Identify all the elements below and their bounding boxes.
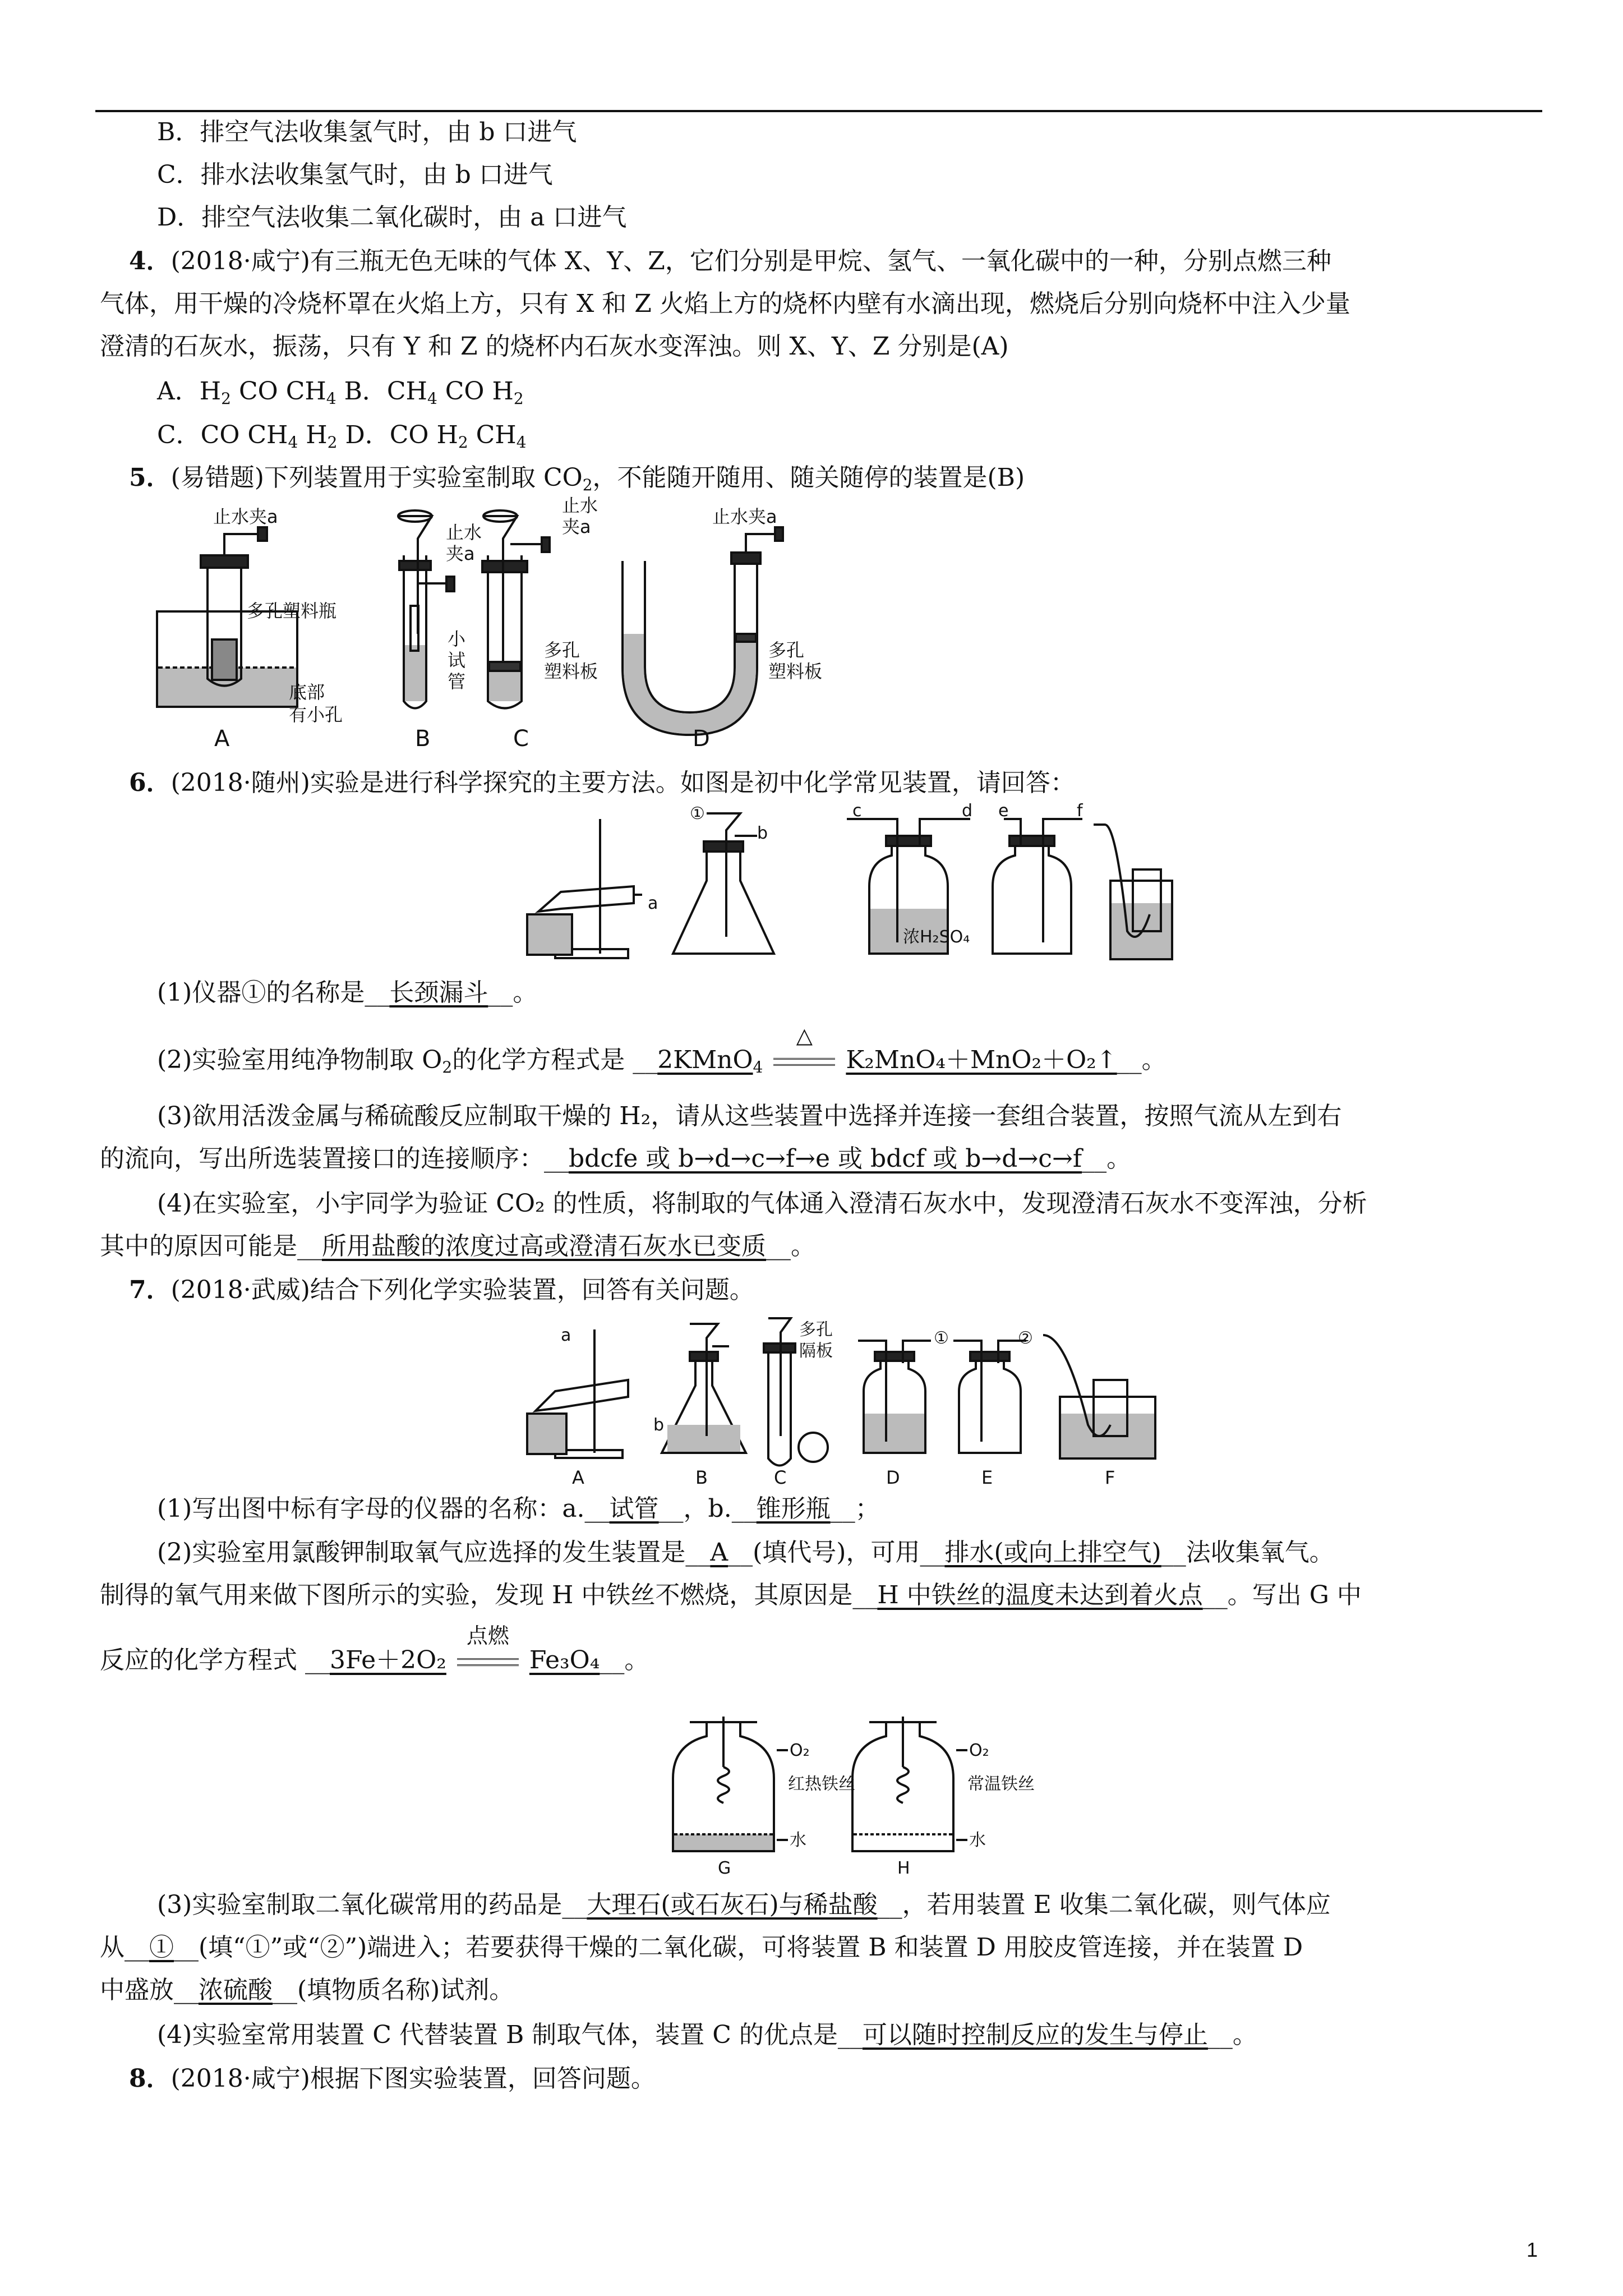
q7-part3-line1: (3)实验室制取二氧化碳常用的药品是__大理石(或石灰石)与稀盐酸__，若用装置 E 收集二氧化碳，则气体应 [157, 1890, 1331, 1919]
q7-text: 7．(2018·武威)结合下列化学实验装置，回答有关问题。 [129, 1276, 754, 1304]
fig6-label: 浓H₂SO₄ [903, 927, 970, 947]
fig5-label: 塑料板 [544, 661, 598, 682]
q4-line1: 4．(2018·咸宁)有三瓶无色无味的气体 X、Y、Z，它们分别是甲烷、氢气、一氧化碳中的一种，分别点燃三种 [129, 247, 1331, 275]
q6-apparatus-figure [522, 802, 1178, 973]
fig5-label: 塑料板 [768, 661, 823, 682]
answer-blank: 3Fe＋2O₂ [330, 1646, 446, 1674]
page-number: 1 [1526, 2238, 1538, 2261]
fig5-label: 试 [448, 650, 466, 671]
fig5-label: 夹a [562, 516, 591, 537]
fig5-label: 多孔 [544, 639, 580, 661]
answer-blank: 长颈漏斗 [389, 978, 488, 1007]
fig7-caption: E [981, 1467, 993, 1488]
q6-text: 6．(2018·随州)实验是进行科学探究的主要方法。如图是初中化学常见装置，请回答： [129, 769, 1075, 797]
q4-line3: 澄清的石灰水，振荡，只有 Y 和 Z 的烧杯内石灰水变浑浊。则 X、Y、Z 分别是(A) [100, 332, 1009, 361]
q7-part2-line2: 制得的氧气用来做下图所示的实验，发现 H 中铁丝不燃烧，其原因是__H 中铁丝的温度未达到着火点__。写出 G 中 [100, 1581, 1362, 1609]
answer-blank: 2KMnO [657, 1046, 753, 1074]
fig5-label: 底部 [289, 682, 325, 703]
fig7-label: b [653, 1415, 665, 1435]
fig7-caption: D [886, 1467, 900, 1488]
fig6-label: c [852, 801, 862, 821]
q5-text: 5．(易错题)下列装置用于实验室制取 $CO_2$，不能随开随用、随关随停的装置是(B) [129, 463, 1025, 494]
fig7-caption: A [572, 1467, 584, 1488]
q7-part3-line2: 从__①__(填“①”或“②”)端进入；若要获得干燥的二氧化碳，可将装置 B 和装置 D 用胶皮管连接，并在装置 D [100, 1933, 1303, 1962]
q6-part4-line1: (4)在实验室，小宇同学为验证 CO₂ 的性质，将制取的气体通入澄清石灰水中，发现澄清石灰水不变浑浊，分析 [157, 1189, 1367, 1218]
fig7-label: ① [934, 1328, 949, 1348]
fig6-label: a [648, 894, 658, 913]
fig6-label: e [998, 801, 1009, 821]
fig7-label: ② [1018, 1328, 1033, 1348]
fig7gh-label: 水 [790, 1830, 806, 1850]
answer-blank: 所用盐酸的浓度过高或澄清石灰水已变质 [322, 1232, 766, 1260]
q7-part2-line1: (2)实验室用氯酸钾制取氧气应选择的发生装置是__A__(填代号)，可用__排水(或向上排空气)__法收集氧气。 [157, 1538, 1334, 1567]
fig5-label: 有小孔 [289, 704, 343, 725]
fig7-label: 多孔 [799, 1320, 833, 1340]
fig6-label: ① [690, 804, 705, 823]
q7-part4: (4)实验室常用装置 C 代替装置 B 制取气体，装置 C 的优点是__可以随时控制反应的发生与停止__。 [157, 2021, 1257, 2049]
answer-blank: 浓硫酸 [199, 1976, 273, 2004]
fig6-label: d [962, 801, 973, 821]
q7-part2-line3: 反应的化学方程式 __3Fe＋2O₂ 点燃 Fe₃O₄__。 [100, 1623, 649, 1674]
q7-part3-line3: 中盛放__浓硫酸__(填物质名称)试剂。 [100, 1976, 514, 2004]
q5-apparatus-figure [151, 495, 841, 754]
q8-text: 8．(2018·咸宁)根据下图实验装置，回答问题。 [129, 2064, 656, 2093]
fig5-label: 多孔塑料瓶 [247, 600, 337, 622]
q6-part3-line1: (3)欲用活泼金属与稀硫酸反应制取干燥的 H₂，请从这些装置中选择并连接一套组合装置，按照气流从左到右 [157, 1102, 1342, 1130]
answer-blank: A [710, 1538, 728, 1567]
q4-line2: 气体，用干燥的冷烧杯罩在火焰上方，只有 X 和 Z 火焰上方的烧杯内壁有水滴出现，燃烧后分别向烧杯中注入少量 [100, 289, 1350, 318]
fig5-label: 止水 [562, 495, 598, 516]
q7-part1: (1)写出图中标有字母的仪器的名称：a.__试管__，b.__锥形瓶__； [157, 1494, 880, 1523]
fig5-caption: C [513, 726, 529, 752]
fig7gh-label: O₂ [790, 1741, 810, 1760]
fig7-label: 隔板 [799, 1341, 833, 1361]
fig5-label: 止水 [446, 522, 482, 543]
q7-apparatus-figure [522, 1313, 1178, 1494]
fig5-caption: D [693, 726, 710, 752]
fig7gh-label: 水 [969, 1830, 986, 1850]
answer-blank: K₂MnO₄＋MnO₂＋O₂↑ [846, 1046, 1117, 1074]
fig7gh-label: O₂ [969, 1741, 989, 1760]
q7-iron-wire-figure [662, 1705, 1035, 1881]
fig6-label: f [1077, 801, 1083, 821]
header-rule [95, 110, 1542, 112]
fig7gh-caption: G [718, 1858, 731, 1878]
answer-blank: bdcfe 或 b→d→c→f→e 或 bdcf 或 b→d→c→f [569, 1144, 1082, 1173]
fig7-label: a [561, 1326, 571, 1345]
q4-options-cd: C．CO $CH_4$ $H_2$ D．CO $H_2$ $CH_4$ [157, 421, 527, 452]
answer-blank: Fe₃O₄ [529, 1646, 600, 1674]
answer-blank: 试管 [609, 1494, 659, 1523]
fig7-caption: C [774, 1467, 787, 1488]
fig5-caption: A [214, 726, 230, 752]
fig5-caption: B [415, 726, 431, 752]
fig7-caption: F [1105, 1467, 1115, 1488]
fig5-label: 管 [448, 671, 466, 692]
q6-part3-line2: 的流向，写出所选装置接口的连接顺序：__bdcfe 或 b→d→c→f→e 或 bdcf 或 b→d→c→f__。 [100, 1144, 1132, 1173]
q3-option-b: B．排空气法收集氢气时，由 b 口进气 [157, 118, 577, 146]
q6-part1: (1)仪器①的名称是__长颈漏斗__。 [157, 978, 538, 1007]
q3-option-c: C．排水法收集氢气时，由 b 口进气 [157, 160, 553, 189]
answer-blank: 锥形瓶 [756, 1494, 831, 1523]
fig5-label: 小 [448, 628, 466, 650]
fig5-label: 多孔 [768, 639, 805, 661]
answer-blank: ① [149, 1933, 174, 1962]
answer-blank: H 中铁丝的温度未达到着火点 [877, 1581, 1203, 1609]
fig5-label: 止水夹a [213, 506, 278, 527]
q6-part2: (2)实验室用纯净物制取 $O_2$的化学方程式是 __2KMnO$_4$ △ K₂MnO₄＋MnO₂＋O₂↑__。 [157, 1023, 1166, 1076]
fig7gh-label: 红热铁丝 [788, 1774, 855, 1794]
q4-options-ab: A．$H_2$ CO $CH_4$ B．$CH_4$ CO $H_2$ [157, 377, 524, 408]
answer-blank: 可以随时控制反应的发生与停止 [862, 2021, 1208, 2049]
fig5-label: 夹a [446, 543, 475, 564]
fig7-caption: B [695, 1467, 708, 1488]
q3-option-d: D．排空气法收集二氧化碳时，由 a 口进气 [157, 203, 627, 232]
answer-blank: 排水(或向上排空气) [944, 1538, 1161, 1567]
fig5-label: 止水夹a [712, 506, 777, 527]
fig6-label: b [757, 823, 768, 843]
answer-blank: 大理石(或石灰石)与稀盐酸 [587, 1890, 878, 1919]
fig7gh-caption: H [897, 1858, 910, 1878]
fig7gh-label: 常温铁丝 [967, 1774, 1035, 1794]
q6-part4-line2: 其中的原因可能是__所用盐酸的浓度过高或澄清石灰水已变质__。 [100, 1232, 815, 1260]
